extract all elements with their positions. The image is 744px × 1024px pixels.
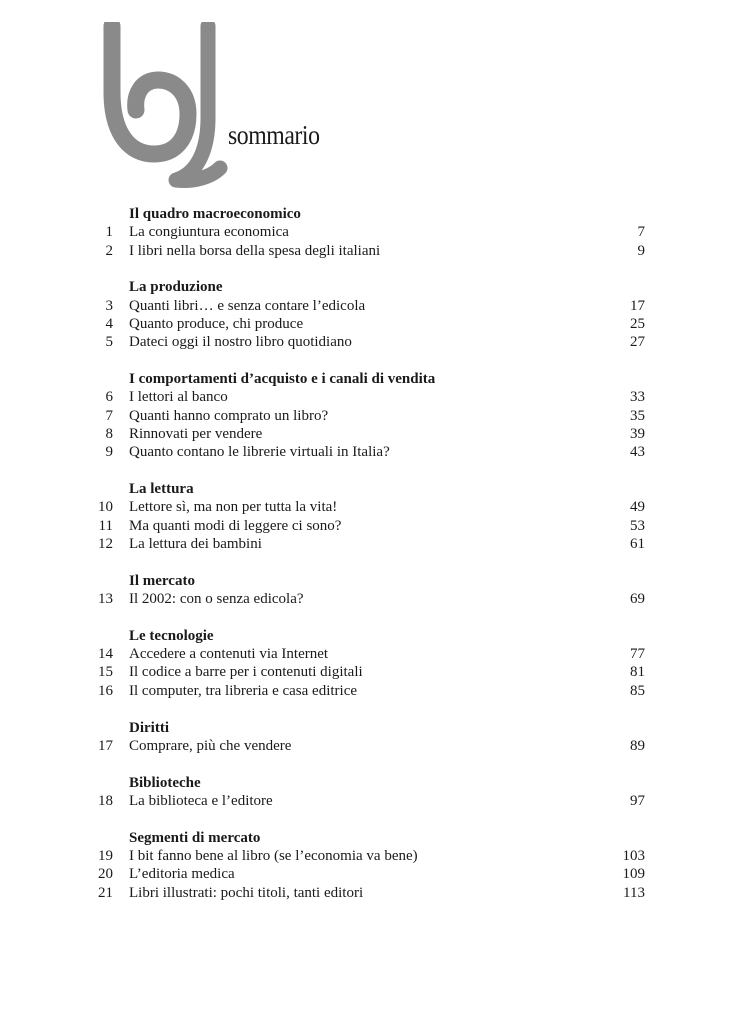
- chapter-number: 6: [105, 389, 113, 406]
- chapter-title: La congiuntura economica: [129, 224, 289, 241]
- toc-entry: [0, 663, 744, 681]
- page-number: 69: [630, 591, 645, 608]
- chapter-number: 4: [105, 315, 113, 332]
- toc-entry: [0, 242, 744, 260]
- chapter-title: La lettura dei bambini: [129, 535, 262, 552]
- chapter-number: 10: [98, 499, 113, 516]
- section-heading: I comportamenti d’acquisto e i canali di vendita: [129, 371, 436, 388]
- toc-entry: [0, 425, 744, 443]
- chapter-title: Lettore sì, ma non per tutta la vita!: [129, 499, 338, 516]
- chapter-number: 8: [105, 425, 113, 442]
- toc-entry: [0, 333, 744, 351]
- section-heading: Biblioteche: [129, 774, 201, 791]
- page-number: 39: [630, 425, 645, 442]
- toc-entry: [0, 737, 744, 755]
- chapter-title: La biblioteca e l’editore: [129, 792, 273, 809]
- toc-entry: [0, 645, 744, 663]
- toc-section: [0, 829, 744, 902]
- chapter-number: 12: [98, 535, 113, 552]
- page-number: 7: [637, 224, 645, 241]
- toc-section: [0, 480, 744, 553]
- chapter-number: 3: [105, 297, 113, 314]
- chapter-title: Accedere a contenuti via Internet: [129, 646, 329, 663]
- section-heading: La produzione: [129, 279, 223, 296]
- toc-entry: [0, 792, 744, 810]
- chapter-title: Ma quanti modi di leggere ci sono?: [129, 517, 342, 534]
- chapter-number: 19: [98, 848, 113, 865]
- chapter-title: I lettori al banco: [129, 389, 228, 406]
- page-number: 27: [630, 334, 645, 351]
- page-number: 103: [622, 848, 645, 865]
- section-heading: Segmenti di mercato: [129, 829, 261, 846]
- page-number: 85: [630, 682, 645, 699]
- chapter-title: Rinnovati per vendere: [129, 425, 263, 442]
- page-number: 53: [630, 517, 645, 534]
- chapter-title: I bit fanno bene al libro (se l’economia va bene): [129, 848, 418, 865]
- page-number: 97: [630, 792, 645, 809]
- page-number: 43: [630, 444, 645, 461]
- chapter-number: 2: [105, 242, 113, 259]
- toc-entry: [0, 297, 744, 315]
- chapter-title: Il computer, tra libreria e casa editrice: [129, 682, 358, 699]
- page-number: 33: [630, 389, 645, 406]
- page-number: 81: [630, 664, 645, 681]
- page-number: 77: [630, 646, 645, 663]
- chapter-title: Quanto contano le librerie virtuali in Italia?: [129, 444, 390, 461]
- chapter-number: 7: [105, 407, 113, 424]
- page-title: sommario: [228, 120, 320, 150]
- chapter-title: Quanti libri… e senza contare l’edicola: [129, 297, 366, 314]
- toc-entry: [0, 407, 744, 425]
- toc-section: [0, 278, 744, 351]
- chapter-number: 20: [98, 866, 113, 883]
- chapter-number: 18: [98, 792, 113, 809]
- page-number: 9: [637, 242, 645, 259]
- toc-section: [0, 719, 744, 756]
- toc-entry: [0, 682, 744, 700]
- toc-entry: [0, 443, 744, 461]
- page-number: 61: [630, 535, 645, 552]
- toc-entry: [0, 517, 744, 535]
- chapter-number: 1: [105, 224, 113, 241]
- chapter-number: 11: [98, 517, 113, 534]
- chapter-title: Il 2002: con o senza edicola?: [129, 591, 304, 608]
- toc-entry: [0, 590, 744, 608]
- chapter-title: Comprare, più che vendere: [129, 737, 292, 754]
- chapter-number: 15: [98, 664, 113, 681]
- toc-entry: [0, 498, 744, 516]
- toc-section: [0, 205, 744, 260]
- chapter-number: 17: [98, 737, 113, 754]
- page-number: 89: [630, 737, 645, 754]
- page-number: 49: [630, 499, 645, 516]
- toc-entry: [0, 388, 744, 406]
- toc-entry: [0, 223, 744, 241]
- section-heading: Le tecnologie: [129, 627, 214, 644]
- toc-section: [0, 627, 744, 700]
- page-number: 109: [622, 866, 645, 883]
- chapter-title: I libri nella borsa della spesa degli italiani: [129, 242, 381, 259]
- chapter-title: Dateci oggi il nostro libro quotidiano: [129, 334, 352, 351]
- chapter-number: 16: [98, 682, 113, 699]
- toc-entry: [0, 315, 744, 333]
- page-number: 113: [623, 884, 645, 901]
- chapter-number: 13: [98, 591, 113, 608]
- logo-mark: [96, 22, 236, 192]
- section-heading: La lettura: [129, 481, 194, 498]
- page-number: 17: [630, 297, 645, 314]
- page-number: 35: [630, 407, 645, 424]
- section-heading: Il quadro macroeconomico: [129, 206, 301, 222]
- chapter-number: 9: [105, 444, 113, 461]
- section-heading: Il mercato: [129, 572, 195, 589]
- table-of-contents: [0, 205, 744, 920]
- chapter-number: 21: [98, 884, 113, 901]
- toc-section: [0, 774, 744, 811]
- page-number: 25: [630, 315, 645, 332]
- toc-section: [0, 370, 744, 461]
- chapter-title: Quanto produce, chi produce: [129, 315, 304, 332]
- toc-entry: [0, 865, 744, 883]
- chapter-number: 5: [105, 334, 113, 351]
- toc-entry: [0, 884, 744, 902]
- toc-entry: [0, 847, 744, 865]
- chapter-title: Libri illustrati: pochi titoli, tanti editori: [129, 884, 364, 901]
- section-heading: Diritti: [129, 719, 169, 736]
- chapter-number: 14: [98, 646, 113, 663]
- chapter-title: L’editoria medica: [129, 866, 235, 883]
- chapter-title: Quanti hanno comprato un libro?: [129, 407, 329, 424]
- toc-section: [0, 572, 744, 609]
- toc-entry: [0, 535, 744, 553]
- chapter-title: Il codice a barre per i contenuti digitali: [129, 664, 363, 681]
